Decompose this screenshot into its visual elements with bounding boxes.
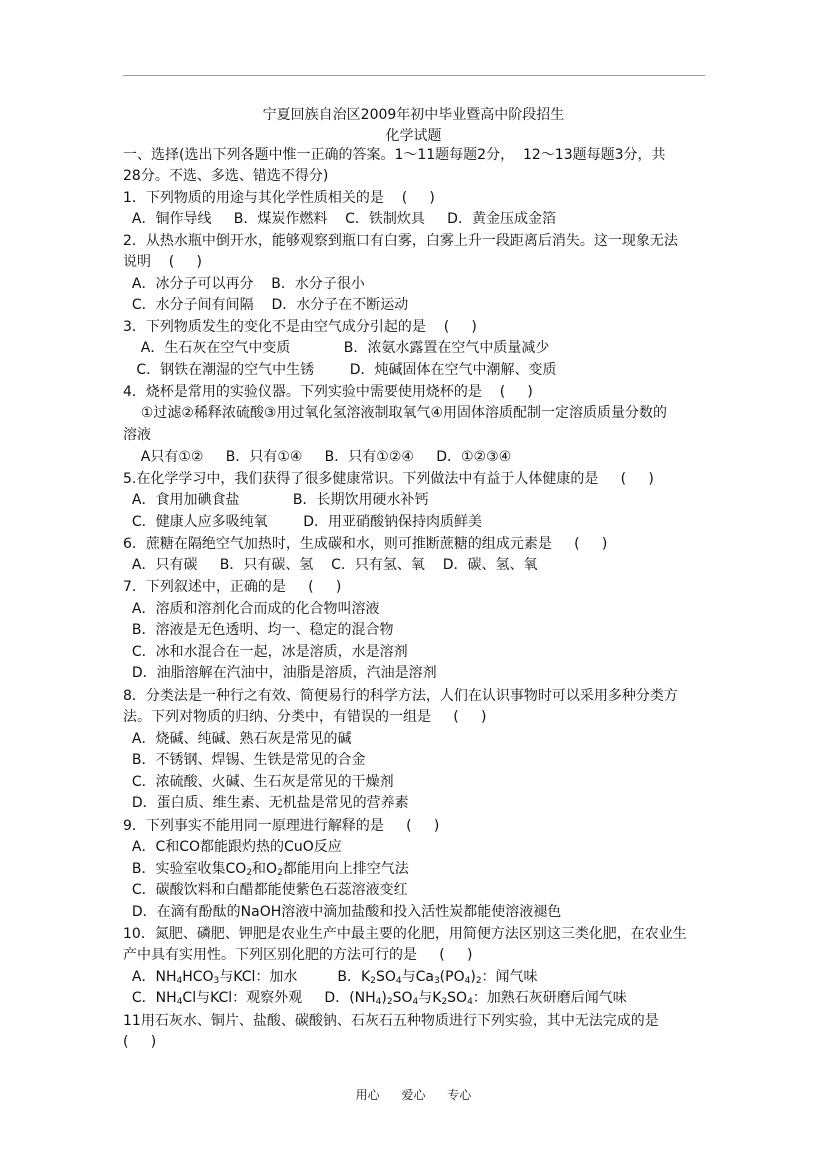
q7-option-c: C．冰和水混合在一起，冰是溶质，水是溶剂 [123, 644, 408, 660]
q5-options-ab: A．食用加碘食盐 B．长期饮用硬水补钙 [123, 492, 429, 508]
q5-options-cd: C．健康人应多吸纯氧 D．用亚硝酸钠保持肉质鲜美 [123, 514, 483, 530]
q4-options: A只有①② B．只有①④ B．只有①②④ D．①②③④ [123, 449, 512, 465]
q9-option-c: C．碳酸饮料和白醋都能使紫色石蕊溶液变红 [123, 882, 408, 898]
q2-stem-cont: 说明 ( ) [123, 254, 202, 270]
q9-stem: 9．下列事实不能用同一原理进行解释的是 ( ) [123, 818, 440, 834]
q4-items: ①过滤②稀释浓硫酸③用过氧化氢溶液制取氧气④用固体溶质配制一定溶质质量分数的 [123, 405, 668, 421]
q1-stem: 1．下列物质的用途与其化学性质相关的是 ( ) [123, 190, 435, 206]
q10-stem: 10．氮肥、磷肥、钾肥是农业生产中最主要的化肥，用简便方法区别这三类化肥，在农业生 [123, 926, 687, 942]
q4-items-cont: 溶液 [123, 427, 151, 443]
q10-options-cd: C．$NH_4Cl$与KCl：观察外观 D．$(NH_4)_2SO_4$与$K_2SO_4$：加熟石灰研磨后闻气味 [123, 990, 627, 1007]
document-subtitle: 化学试题 [385, 128, 442, 144]
q3-stem: 3．下列物质发生的变化不是由空气成分引起的是 ( ) [123, 319, 477, 335]
section-heading-cont: 28分。不选、多选、错选不得分) [123, 168, 329, 184]
q7-option-d: D．油脂溶解在汽油中，油脂是溶质，汽油是溶剂 [123, 665, 437, 681]
header-rule [123, 75, 705, 76]
q9-option-d: D．在滴有酚酞的NaOH溶液中滴加盐酸和投入活性炭都能使溶液褪色 [123, 904, 562, 920]
q10-options-ab: A．$NH_4HCO_3$与KCl：加水 B．$K_2SO_4$与$Ca_3(PO_4)_2$：闻气味 [123, 969, 538, 986]
q11-stem-cont: ( ) [123, 1034, 157, 1050]
q2-options-cd: C．水分子间有间隔 D．水分子在不断运动 [123, 297, 409, 313]
q9-option-b: B．实验室收集$CO_2$和$O_2$都能用向上排空气法 [123, 861, 409, 878]
q1-options: A．铜作导线 B．煤炭作燃料 C．铁制炊具 D．黄金压成金箔 [123, 211, 556, 227]
q4-stem: 4．烧杯是常用的实验仪器。下列实验中需要使用烧杯的是 ( ) [123, 384, 533, 400]
q7-stem: 7．下列叙述中，正确的是 ( ) [123, 579, 342, 595]
q11-stem: 11用石灰水、铜片、盐酸、碳酸钠、石灰石五种物质进行下列实验，其中无法完成的是 [123, 1013, 659, 1029]
q6-options: A．只有碳 B．只有碳、氢 C．只有氢、氧 D．碳、氢、氧 [123, 557, 538, 573]
q10-stem-cont: 产中具有实用性。下列区别化肥的方法可行的是 ( ) [123, 947, 473, 963]
q3-options-ab: A．生石灰在空气中变质 B．浓氨水露置在空气中质量减少 [123, 340, 550, 356]
q8-option-a: A．烧碱、纯碱、熟石灰是常见的碱 [123, 731, 352, 747]
q6-stem: 6．蔗糖在隔绝空气加热时，生成碳和水，则可推断蔗糖的组成元素是 ( ) [123, 536, 608, 552]
q8-option-c: C．浓硫酸、火碱、生石灰是常见的干燥剂 [123, 774, 394, 790]
q7-option-a: A．溶质和溶剂化合而成的化合物叫溶液 [123, 601, 380, 617]
q8-option-d: D．蛋白质、维生素、无机盐是常见的营养素 [123, 795, 409, 811]
page-footer: 用心 爱心 专心 [355, 1088, 472, 1102]
q2-options-ab: A．冰分子可以再分 B．水分子很小 [123, 276, 365, 292]
q7-option-b: B．溶液是无色透明、均一、稳定的混合物 [123, 622, 394, 638]
q8-stem: 8．分类法是一种行之有效、简便易行的科学方法，人们在认识事物时可以采用多种分类方 [123, 688, 678, 704]
q8-option-b: B．不锈钢、焊锡、生铁是常见的合金 [123, 752, 366, 768]
q5-stem: 5.在化学学习中，我们获得了很多健康常识。下列做法中有益于人体健康的是 ( ) [123, 471, 654, 487]
q8-stem-cont: 法。下列对物质的归纳、分类中，有错误的一组是 ( ) [123, 709, 487, 725]
document-title: 宁夏回族自治区2009年初中毕业暨高中阶段招生 [262, 107, 565, 123]
section-heading: 一、选择(选出下列各题中惟一正确的答案。1～11题每题2分， 12～13题每题3分，共 [123, 147, 666, 163]
q2-stem: 2．从热水瓶中倒开水，能够观察到瓶口有白雾，白雾上升一段距离后消失。这一现象无法 [123, 233, 678, 249]
q9-option-a: A．C和CO都能跟灼热的CuO反应 [123, 839, 342, 855]
q3-options-cd: C．钢铁在潮湿的空气中生锈 D．炖碱固体在空气中潮解、变质 [123, 362, 557, 378]
